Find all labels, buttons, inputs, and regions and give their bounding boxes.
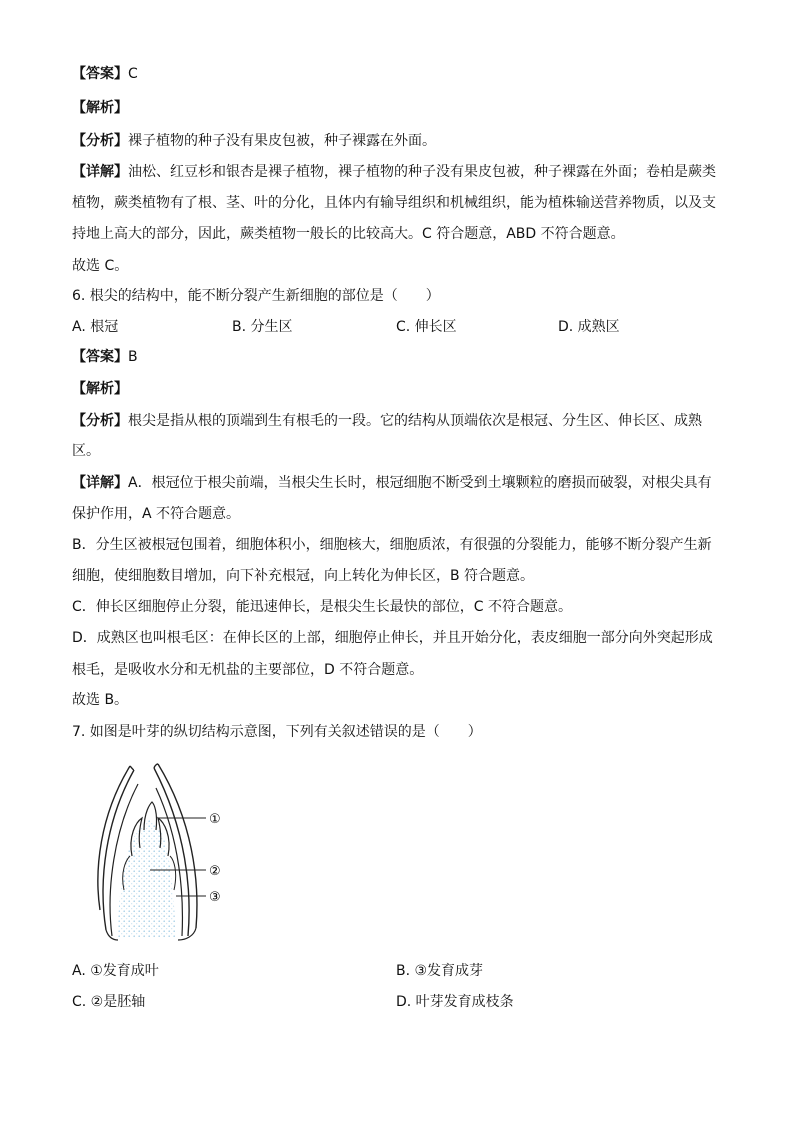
- q6-fenxi-line-2: 区。: [72, 443, 100, 459]
- fenxi-tag: 【分析】: [72, 413, 128, 429]
- q6-option-b: B. 分生区: [232, 319, 293, 335]
- q6-xiangjie-a-2: 保护作用，A 不符合题意。: [72, 506, 241, 522]
- leaf-tip-right: [154, 764, 158, 768]
- q7-option-c: C. ②是胚轴: [72, 994, 146, 1010]
- q6-xiangjie-a-1: [72, 473, 712, 493]
- q6-xiangjie-c-1: C．伸长区细胞停止分裂，能迅速伸长，是根尖生长最快的部位，C 不符合题意。: [72, 599, 572, 615]
- q7-option-b: B. ③发育成芽: [396, 963, 484, 979]
- q6-xiangjie-d-1: D．成熟区也叫根毛区：在伸长区的上部，细胞停止伸长，并且开始分化，表皮细胞一部分向外突起形成: [72, 630, 713, 646]
- base-right: [178, 928, 196, 940]
- q5-conclusion: 故选 C。: [72, 258, 129, 274]
- q5-fenxi-line: [72, 131, 436, 151]
- q6-xiangjie-d-2: 根毛，是吸收水分和无机盐的主要部位，D 不符合题意。: [72, 662, 424, 678]
- q7-stem: 7. 如图是叶芽的纵切结构示意图，下列有关叙述错误的是（ ）: [72, 724, 482, 740]
- q6-stem: 6. 根尖的结构中，能不断分裂产生新细胞的部位是（ ）: [72, 288, 440, 304]
- q6-xiangjie-b-1: B．分生区被根冠包围着，细胞体积小，细胞核大，细胞质浓，有很强的分裂能力，能够不断分裂产生新: [72, 537, 712, 553]
- q6-option-a: A. 根冠: [72, 319, 119, 335]
- fenxi-text-1: 根尖是指从根的顶端到生有根毛的一段。它的结构从顶端依次是根冠、分生区、伸长区、成熟: [128, 413, 702, 429]
- xiangjie-tag: 【详解】: [72, 164, 128, 180]
- q6-option-d: D. 成熟区: [558, 319, 620, 335]
- q6-analysis-tag: 【解析】: [72, 381, 128, 397]
- bud-axis-shading: [118, 820, 176, 938]
- xiangjie-text-1: 油松、红豆杉和银杏是裸子植物，裸子植物的种子没有果皮包被，种子裸露在外面；卷柏是蕨类: [128, 164, 716, 180]
- q7-option-a: A. ①发育成叶: [72, 963, 159, 979]
- q5-xiangjie-line-2: 植物，蕨类植物有了根、茎、叶的分化，且体内有输导组织和机械组织，能为植株输送营养物质，以及支: [72, 195, 716, 211]
- answer-value: C: [128, 66, 138, 82]
- label-1: ①: [209, 812, 221, 827]
- q6-answer-line: [72, 347, 138, 367]
- xiangjie-tag: 【详解】: [72, 475, 128, 491]
- label-3: ③: [209, 890, 221, 905]
- label-2: ②: [209, 864, 221, 879]
- leaf-bud-diagram: [88, 760, 248, 942]
- fenxi-text: 裸子植物的种子没有果皮包被，种子裸露在外面。: [128, 133, 436, 149]
- q5-xiangjie-line-3: 持地上高大的部分，因此，蕨类植物一般长的比较高大。C 符合题意，ABD 不符合题意。: [72, 226, 625, 242]
- xiangjie-a-text-1: A．根冠位于根尖前端，当根尖生长时，根冠细胞不断受到土壤颗粒的磨损而破裂，对根尖具有: [128, 475, 712, 491]
- q6-fenxi-line-1: [72, 411, 702, 431]
- q6-conclusion: 故选 B。: [72, 692, 129, 708]
- answer-tag: 【答案】: [72, 66, 128, 82]
- answer-value: B: [128, 349, 138, 365]
- q6-option-c: C. 伸长区: [396, 319, 457, 335]
- q5-analysis-tag: 【解析】: [72, 100, 128, 116]
- answer-tag: 【答案】: [72, 349, 128, 365]
- q6-xiangjie-b-2: 细胞，使细胞数目增加，向下补充根冠，向上转化为伸长区，B 符合题意。: [72, 568, 535, 584]
- q5-xiangjie-line-1: [72, 162, 716, 182]
- q5-answer-line: [72, 64, 138, 84]
- q7-option-d: D. 叶芽发育成枝条: [396, 994, 514, 1010]
- leaf-tip-left: [130, 766, 134, 770]
- fenxi-tag: 【分析】: [72, 133, 128, 149]
